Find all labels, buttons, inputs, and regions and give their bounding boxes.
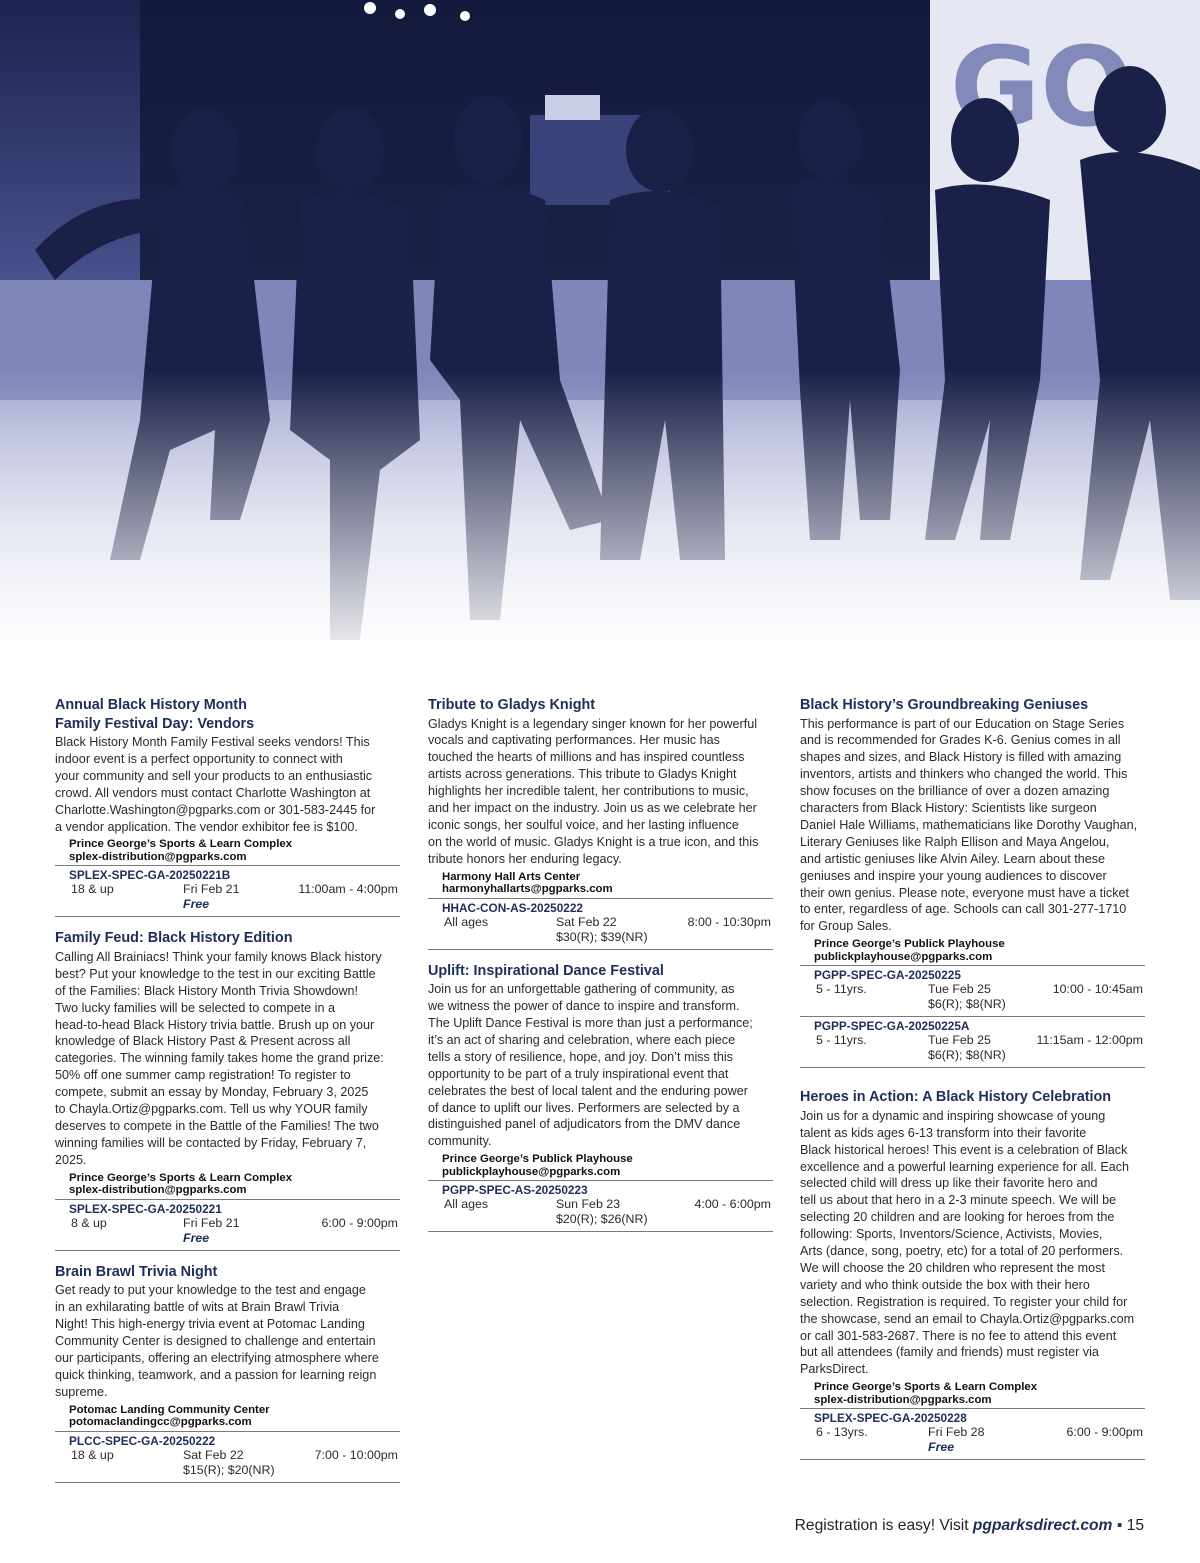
event-location bbox=[442, 1153, 773, 1181]
column-left bbox=[55, 696, 400, 1495]
session-date: Fri Feb 28 bbox=[928, 1425, 985, 1440]
session-row bbox=[428, 899, 773, 950]
location-email[interactable]: splex-distribution@pgparks.com bbox=[55, 1184, 400, 1200]
session-date: Sat Feb 22 bbox=[183, 1447, 244, 1462]
session-fee: $30(R); $39(NR) bbox=[556, 929, 648, 944]
session-ages: 18 & up bbox=[71, 882, 114, 897]
footer-prefix: Registration is easy! Visit bbox=[794, 1517, 973, 1534]
session-fee: $6(R); $8(NR) bbox=[928, 997, 1006, 1012]
event-description: Gladys Knight is a legendary singer known for her powerful vocals and captivating performances. Her music has touched the hearts of millions and has inspired countless artists across generations. This tribute to Gladys Knight highlights her incredible talent, her contributions to music, and her impact on the industry. Join us as we celebrate her iconic songs, her soulful voice, and her lasting influence on the world of music. Gladys Knight is a true icon, and this tribute honors her enduring legacy. bbox=[428, 716, 759, 866]
event-title: Family Feud: Black History Edition bbox=[55, 930, 293, 947]
session-fee: $15(R); $20(NR) bbox=[183, 1462, 275, 1477]
session-time: 11:15am - 12:00pm bbox=[1036, 1033, 1143, 1048]
location-email[interactable]: publickplayhouse@pgparks.com bbox=[800, 951, 1145, 967]
event-description: This performance is part of our Education on Stage Series and is recommended for Grades K-6. Genius comes in all shapes and sizes, and Black History is filled with amazing inventors, artists and thinkers who changed the world. This show focuses on the brilliance of over a dozen amazing characters from Black History: Scientists like surgeon Daniel Hale Williams, mathematicians like Dorothy Vaughan, Literary Geniuses like Ralph Ellison and Maya Angelou, and artistic geniuses like Alvin Ailey. Learn about these geniuses and inspire your young audiences to discover their own genius. Please note, everyone must have a ticket to enter, regardless of age. Schools can call 301-277-1710 for Group Sales. bbox=[800, 716, 1138, 934]
session-time: 7:00 - 10:00pm bbox=[314, 1447, 398, 1462]
event-location bbox=[442, 871, 773, 899]
location-email[interactable]: splex-distribution@pgparks.com bbox=[55, 851, 400, 867]
activity-code: SPLEX-SPEC-GA-20250228 bbox=[814, 1411, 967, 1426]
activity-code: HHAC-CON-AS-20250222 bbox=[442, 900, 583, 915]
event-description: Join us for an unforgettable gathering of community, as we witness the power of dance to inspire and transform. The Uplift Dance Festival is more than just a performance; it’s an act of sharing and celebration, where each piece tells a story of resilience, hope, and joy. Don’t miss this opportunity to be part of a truly inspirational event that celebrates the best of local talent and the enduring power of dance to uplift our lives. Performers are selected by a distinguished panel of adjudicators from the DMV dance community. bbox=[428, 982, 753, 1149]
event-family-feud bbox=[55, 929, 400, 1250]
session-time: 6:00 - 9:00pm bbox=[1066, 1425, 1143, 1440]
event-gladys-knight bbox=[428, 696, 773, 950]
location-name: Prince George’s Publick Playhouse bbox=[442, 1153, 633, 1166]
location-email[interactable]: publickplayhouse@pgparks.com bbox=[428, 1166, 773, 1182]
session-ages: All ages bbox=[444, 914, 489, 929]
activity-code: PLCC-SPEC-GA-20250222 bbox=[69, 1433, 216, 1448]
event-geniuses bbox=[800, 696, 1145, 1068]
session-date: Fri Feb 21 bbox=[183, 1215, 240, 1230]
event-description: Calling All Brainiacs! Think your family knows Black history best? Put your knowledge to the test in our exciting Battle of the Families: Black History Month Trivia Showdown! Two lucky families will be selected to compete in a head-to-head Black History trivia battle. Brush up on your knowledge of Black History Past & Present across all categories. The winning family takes home the grand prize: 50% off one summer camp registration! To register to compete, submit an essay by Monday, February 3, 2025 to Chayla.Ortiz@pgparks.com. Tell us why YOUR family deserves to compete in the Battle of the Families! The two winning families will be contacted by Friday, February 7, 2025. bbox=[55, 949, 384, 1167]
event-title: Tribute to Gladys Knight bbox=[428, 697, 596, 713]
event-title: Uplift: Inspirational Dance Festival bbox=[428, 962, 664, 979]
session-fee: Free bbox=[183, 1230, 210, 1245]
session-fee: Free bbox=[183, 897, 210, 912]
location-email[interactable]: splex-distribution@pgparks.com bbox=[800, 1394, 1145, 1410]
event-title: Heroes in Action: A Black History Celebration bbox=[800, 1089, 1112, 1106]
activity-code: SPLEX-SPEC-GA-20250221B bbox=[69, 868, 231, 883]
session-row bbox=[55, 1432, 400, 1483]
page-footer bbox=[795, 1516, 1144, 1536]
session-fee: $20(R); $26(NR) bbox=[556, 1212, 648, 1227]
event-description: Join us for a dynamic and inspiring showcase of young talent as kids ages 6-13 transform into their favorite Black historical heroes! This event is a celebration of Black excellence and a powerful learning experience for all. Each selected child will dress up like their favorite hero and tell us about that hero in a 2-3 minute speech. We will be selecting 20 children and are looking for heroes from the following: Sports, Inventors/Science, Activists, Movies, Arts (dance, song, poetry, etc) for a total of 20 performers. We will choose the 20 children who represent the most variety and who think outside the box with their hero selection. Registration is required. To register your child for the showcase, send an email to Chayla.Ortiz@pgparks.com or call 301-583-2687. There is no fee to attend this event but all attendees (family and friends) must register via ParksDirect. bbox=[800, 1108, 1135, 1377]
event-heroes-in-action bbox=[800, 1088, 1145, 1460]
event-location bbox=[814, 1381, 1145, 1409]
event-location bbox=[69, 1172, 400, 1200]
event-title: Brain Brawl Trivia Night bbox=[55, 1263, 218, 1280]
session-row bbox=[428, 1181, 773, 1232]
session-date: Sun Feb 23 bbox=[556, 1197, 621, 1212]
session-ages: 18 & up bbox=[71, 1447, 114, 1462]
footer-separator: ▪ bbox=[1116, 1517, 1123, 1534]
location-email[interactable]: potomaclandingcc@pgparks.com bbox=[55, 1416, 400, 1432]
session-fee: Free bbox=[928, 1440, 955, 1455]
session-ages: All ages bbox=[444, 1197, 489, 1212]
location-email[interactable]: harmonyhallarts@pgparks.com bbox=[428, 883, 773, 899]
location-name: Prince George’s Sports & Learn Complex bbox=[69, 1171, 293, 1184]
footer-site-link[interactable]: pgparksdirect.com bbox=[972, 1517, 1113, 1534]
session-time: 10:00 - 10:45am bbox=[1052, 982, 1143, 997]
event-title: Annual Black History Month Family Festival Day: Vendors bbox=[55, 697, 255, 732]
location-name: Prince George’s Sports & Learn Complex bbox=[814, 1381, 1038, 1394]
event-location bbox=[69, 1404, 400, 1432]
event-description: Get ready to put your knowledge to the test and engage in an exhilarating battle of wits at Brain Brawl Trivia Night! This high-energy trivia event at Potomac Landing Community Center is designed to challenge and entertain our participants, offering an electrifying atmosphere where quick thinking, teamwork, and a passion for learning reign supreme. bbox=[55, 1283, 379, 1399]
event-description: Black History Month Family Festival seeks vendors! This indoor event is a perfect opportunity to connect with your community and sell your products to an enthusiastic crowd. All vendors must contact Charlotte Washington at Charlotte.Washington@pgparks.com or 301-583-2445 for a vendor application. The vendor exhibitor fee is $100. bbox=[55, 735, 376, 834]
event-brain-brawl bbox=[55, 1263, 400, 1483]
session-row bbox=[800, 966, 1145, 1017]
session-ages: 5 - 11yrs. bbox=[816, 982, 867, 997]
session-row bbox=[800, 1409, 1145, 1460]
column-middle bbox=[428, 696, 773, 1244]
page-number: 15 bbox=[1126, 1517, 1144, 1534]
session-time: 8:00 - 10:30pm bbox=[687, 914, 771, 929]
session-ages: 5 - 11yrs. bbox=[816, 1033, 867, 1048]
event-uplift bbox=[428, 962, 773, 1233]
location-name: Potomac Landing Community Center bbox=[69, 1403, 270, 1416]
event-vendors bbox=[55, 696, 400, 917]
session-fee: $6(R); $8(NR) bbox=[928, 1048, 1006, 1063]
location-name: Harmony Hall Arts Center bbox=[442, 870, 581, 883]
location-name: Prince George’s Sports & Learn Complex bbox=[69, 838, 293, 851]
session-row bbox=[55, 1200, 400, 1251]
hero-photo bbox=[0, 0, 1200, 672]
event-title: Black History’s Groundbreaking Geniuses bbox=[800, 697, 1089, 713]
dancers-illustration bbox=[0, 0, 1200, 672]
event-location bbox=[69, 838, 400, 866]
event-location bbox=[814, 938, 1145, 966]
session-time: 11:00am - 4:00pm bbox=[298, 882, 398, 897]
session-ages: 8 & up bbox=[71, 1215, 107, 1230]
activity-code: SPLEX-SPEC-GA-20250221 bbox=[69, 1201, 222, 1216]
session-date: Tue Feb 25 bbox=[928, 982, 991, 997]
session-row bbox=[800, 1017, 1145, 1068]
session-time: 4:00 - 6:00pm bbox=[694, 1197, 771, 1212]
activity-code: PGPP-SPEC-GA-20250225 bbox=[814, 968, 961, 983]
column-right bbox=[800, 696, 1145, 1472]
location-name: Prince George’s Publick Playhouse bbox=[814, 938, 1005, 951]
activity-code: PGPP-SPEC-GA-20250225A bbox=[814, 1019, 970, 1034]
session-date: Tue Feb 25 bbox=[928, 1033, 991, 1048]
session-date: Fri Feb 21 bbox=[183, 882, 240, 897]
activity-code: PGPP-SPEC-AS-20250223 bbox=[442, 1183, 588, 1198]
session-time: 6:00 - 9:00pm bbox=[321, 1215, 398, 1230]
session-ages: 6 - 13yrs. bbox=[816, 1425, 868, 1440]
session-date: Sat Feb 22 bbox=[556, 914, 617, 929]
session-row bbox=[55, 866, 400, 917]
